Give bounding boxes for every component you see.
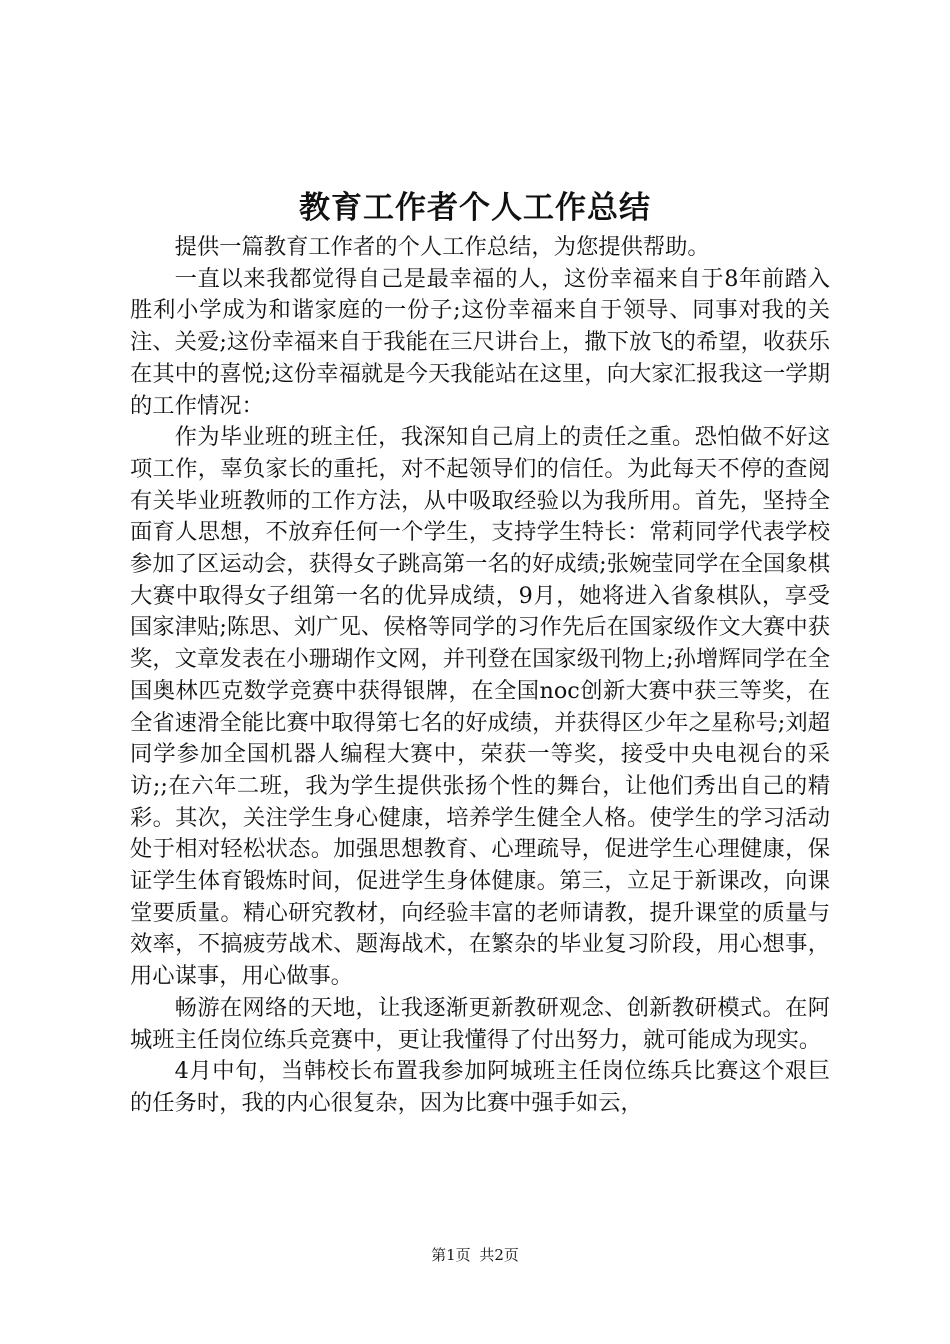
page-total: 共2页 bbox=[479, 1246, 519, 1264]
document-title: 教育工作者个人工作总结 bbox=[299, 190, 651, 226]
page-number: 第1页 bbox=[431, 1246, 471, 1264]
paragraph-network: 畅游在网络的天地，让我逐渐更新教研观念、创新教研模式。在阿城班主任岗位练兵竞赛中，更让我懂得了付出努力，就可能成为现实。 bbox=[130, 994, 830, 1053]
paragraph-intro: 提供一篇教育工作者的个人工作总结，为您提供帮助。 bbox=[174, 234, 710, 260]
page-footer bbox=[0, 1245, 950, 1265]
paragraph-competition: 4月中旬，当韩校长布置我参加阿城班主任岗位练兵比赛这个艰巨的任务时，我的内心很复杂，因为比赛中强手如云， bbox=[130, 1058, 830, 1116]
document-body bbox=[130, 232, 830, 1120]
paragraph-happiness: 一直以来我都觉得自己是最幸福的人，这份幸福来自于8年前踏入胜利小学成为和谐家庭的一份子;这份幸福来自于领导、同事对我的关注、关爱;这份幸福来自于我能在三尺讲台上，撒下放飞的希望，收获乐在其中的喜悦;这份幸福就是今天我能站在这里，向大家汇报我这一学期的工作情况： bbox=[130, 265, 830, 419]
paragraph-class-teacher: 作为毕业班的班主任，我深知自己肩上的责任之重。恐怕做不好这项工作，辜负家长的重托，对不起领导们的信任。为此每天不停的查阅有关毕业班教师的工作方法，从中吸取经验以为我所用。首先，坚持全面育人思想，不放弃任何一个学生，支持学生特长：常莉同学代表学校参加了区运动会，获得女子跳高第一名的好成绩;张婉莹同学在全国象棋大赛中取得女子组第一名的优异成绩，9月，她将进入省象棋队，享受国家津贴;陈思、刘广见、侯格等同学的习作先后在国家级作文大赛中获奖，文章发表在小珊瑚作文网，并刊登在国家级刊物上;孙增辉同学在全国奥林匹克数学竞赛中获得银牌，在全国noc创新大赛中获三等奖，在全省速滑全能比赛中取得第七名的好成绩，并获得区少年之星称号;刘超同学参加全国机器人编程大赛中，荣获一等奖，接受中央电视台的采访;;在六年二班，我为学生提供张扬个性的舞台，让他们秀出自己的精彩。其次，关注学生身心健康，培养学生健全人格。使学生的学习活动处于相对轻松状态。加强思想教育、心理疏导，促进学生心理健康，保证学生体育锻炼时间，促进学生身体健康。第三，立足于新课改，向课堂要质量。精心研究教材，向经验丰富的老师请教，提升课堂的质量与效率，不搞疲劳战术、题海战术，在繁杂的毕业复习阶段，用心想事，用心谋事，用心做事。 bbox=[130, 424, 830, 990]
